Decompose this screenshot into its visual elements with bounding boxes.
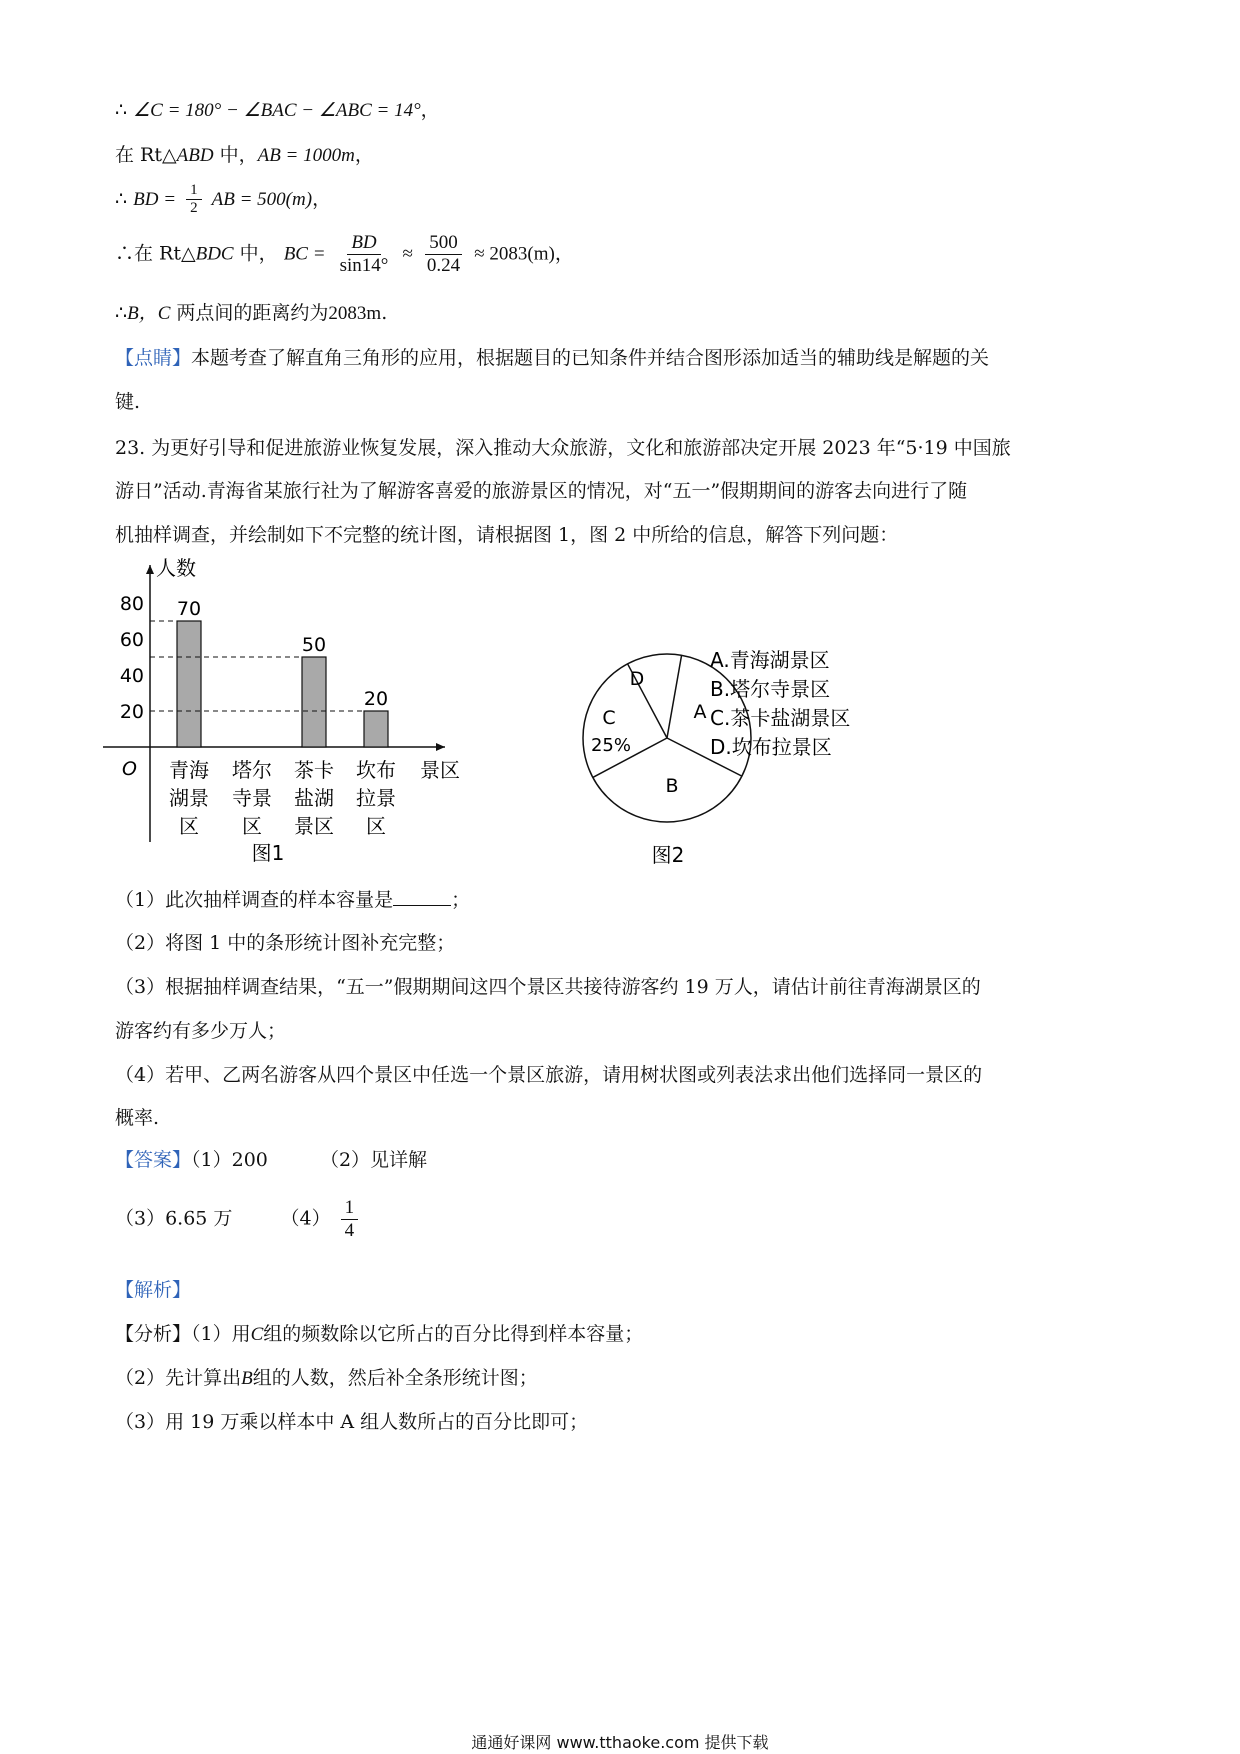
- category-label: 茶卡: [294, 758, 334, 782]
- answer-line-1: 【答案】（1）200 （2）见详解: [115, 1149, 428, 1171]
- y-tick-label: 20: [119, 701, 144, 723]
- bar-chart: [100, 550, 520, 880]
- question-1: （1）此次抽样调查的样本容量是 ；: [115, 889, 471, 911]
- pie-legend-item: B.塔尔寺景区: [710, 677, 831, 701]
- solution-line-2: 在 Rt△ABD 中，AB = 1000m，: [115, 144, 374, 166]
- figure-2-caption: 图2: [651, 843, 685, 867]
- y-tick-label: 40: [119, 665, 144, 687]
- pie-legend-item: D.坎布拉景区: [710, 735, 832, 759]
- category-label: 湖景: [169, 786, 209, 810]
- pie-slice-label: A: [693, 701, 707, 723]
- solution-line-3: ∴ BD = $\frac{1}{2}$ AB = 500(m)，: [115, 182, 332, 217]
- analysis-line-3: （3）用 19 万乘以样本中 A 组人数所占的百分比即可；: [115, 1411, 589, 1433]
- question-4-line-1: （4）若甲、乙两名游客从四个景区中任选一个景区旅游，请用树状图或列表法求出他们选择同一景区的: [115, 1064, 983, 1086]
- analysis-line-1: 【分析】（1）用C组的频数除以它所占的百分比得到样本容量；: [115, 1323, 644, 1345]
- fraction-500: $\frac{500}{0.24}$: [426, 232, 461, 276]
- page-footer: 通通好课网 www.tthaoke.com 提供下载: [471, 1733, 769, 1752]
- pie-legend-item: A.青海湖景区: [710, 648, 830, 672]
- solution-line-1: ∴ ∠C = 180° − ∠BAC − ∠ABC = 14°，: [115, 99, 440, 121]
- y-tick-label: 60: [119, 629, 144, 651]
- analysis-tag: 【解析】: [115, 1279, 192, 1301]
- category-label: 坎布: [356, 758, 396, 782]
- category-label: 拉景: [356, 786, 396, 810]
- solution-line-5: ∴B，C 两点间的距离约为2083m.: [115, 302, 388, 324]
- figure-1-caption: 图1: [251, 841, 285, 865]
- category-label: 青海: [169, 758, 209, 782]
- origin-label: O: [122, 758, 137, 780]
- category-label: 塔尔: [232, 758, 272, 782]
- question-4-line-2: 概率.: [115, 1107, 160, 1129]
- bar: [302, 657, 326, 747]
- problem-line-1: 23. 为更好引导和促进旅游业恢复发展，深入推动大众旅游，文化和旅游部决定开展 2023 年“5·19 中国旅: [115, 437, 1011, 459]
- fraction-half: $\frac{1}{2}$: [186, 182, 202, 218]
- bar-value-label: 20: [363, 688, 389, 710]
- bar: [177, 621, 201, 747]
- bar: [364, 711, 388, 747]
- category-label: 区: [179, 814, 199, 838]
- note-line-2: 键.: [115, 391, 141, 413]
- fraction-bd-sin: $\frac{BD}{\sin 14^\circ}$: [339, 232, 389, 276]
- category-label: 盐湖: [294, 786, 334, 810]
- pie-slice-percent: 25%: [590, 735, 632, 756]
- category-label: 寺景: [232, 786, 272, 810]
- y-axis-arrow: [146, 565, 154, 574]
- note-line-1: 【点睛】本题考查了解直角三角形的应用，根据题目的已知条件并结合图形添加适当的辅助线是解题的关: [115, 347, 990, 369]
- question-3-line-2: 游客约有多少万人；: [115, 1020, 287, 1042]
- triangle-symbol: △: [161, 144, 177, 166]
- triangle-symbol: △: [180, 242, 196, 265]
- pie-slice-label: C: [602, 707, 616, 729]
- y-axis-label: 人数: [156, 556, 196, 580]
- category-label: 区: [366, 814, 386, 838]
- question-2: （2）将图 1 中的条形统计图补充完整；: [115, 932, 456, 954]
- pie-slice-label: B: [665, 775, 679, 797]
- analysis-line-2: （2）先计算出B组的人数，然后补全条形统计图；: [115, 1367, 538, 1389]
- x-axis-arrow: [436, 743, 445, 751]
- solution-line-4: ∴在 Rt△BDC 中， BC = $\frac{BD}{\sin 14^\circ}$ ≈ $\frac{500}{0.24}$ ≈ 2083(m)，: [115, 232, 574, 276]
- pie-legend-item: C.茶卡盐湖景区: [710, 706, 851, 730]
- answer-line-2: （3）6.65 万 （4） $\frac{1}{4}$: [115, 1197, 362, 1242]
- answer-blank: [393, 889, 451, 906]
- x-axis-label: 景区: [420, 758, 460, 782]
- problem-line-2: 游日”活动.青海省某旅行社为了解游客喜爱的旅游景区的情况，对“五一”假期期间的游客去向进行了随: [115, 480, 968, 502]
- problem-line-3: 机抽样调查，并绘制如下不完整的统计图，请根据图 1，图 2 中所给的信息，解答下列问题：: [115, 524, 899, 546]
- bar-value-label: 50: [301, 634, 327, 656]
- category-label: 景区: [294, 814, 334, 838]
- category-label: 区: [242, 814, 262, 838]
- bar-value-label: 70: [176, 598, 202, 620]
- pie-slice-label: D: [629, 668, 645, 690]
- answer-fraction: $\frac{1}{4}$: [341, 1197, 359, 1242]
- y-tick-label: 80: [119, 593, 144, 615]
- pie-chart: [560, 620, 1000, 880]
- question-3-line-1: （3）根据抽样调查结果，“五一”假期期间这四个景区共接待游客约 19 万人，请估计前往青海湖景区的: [115, 976, 981, 998]
